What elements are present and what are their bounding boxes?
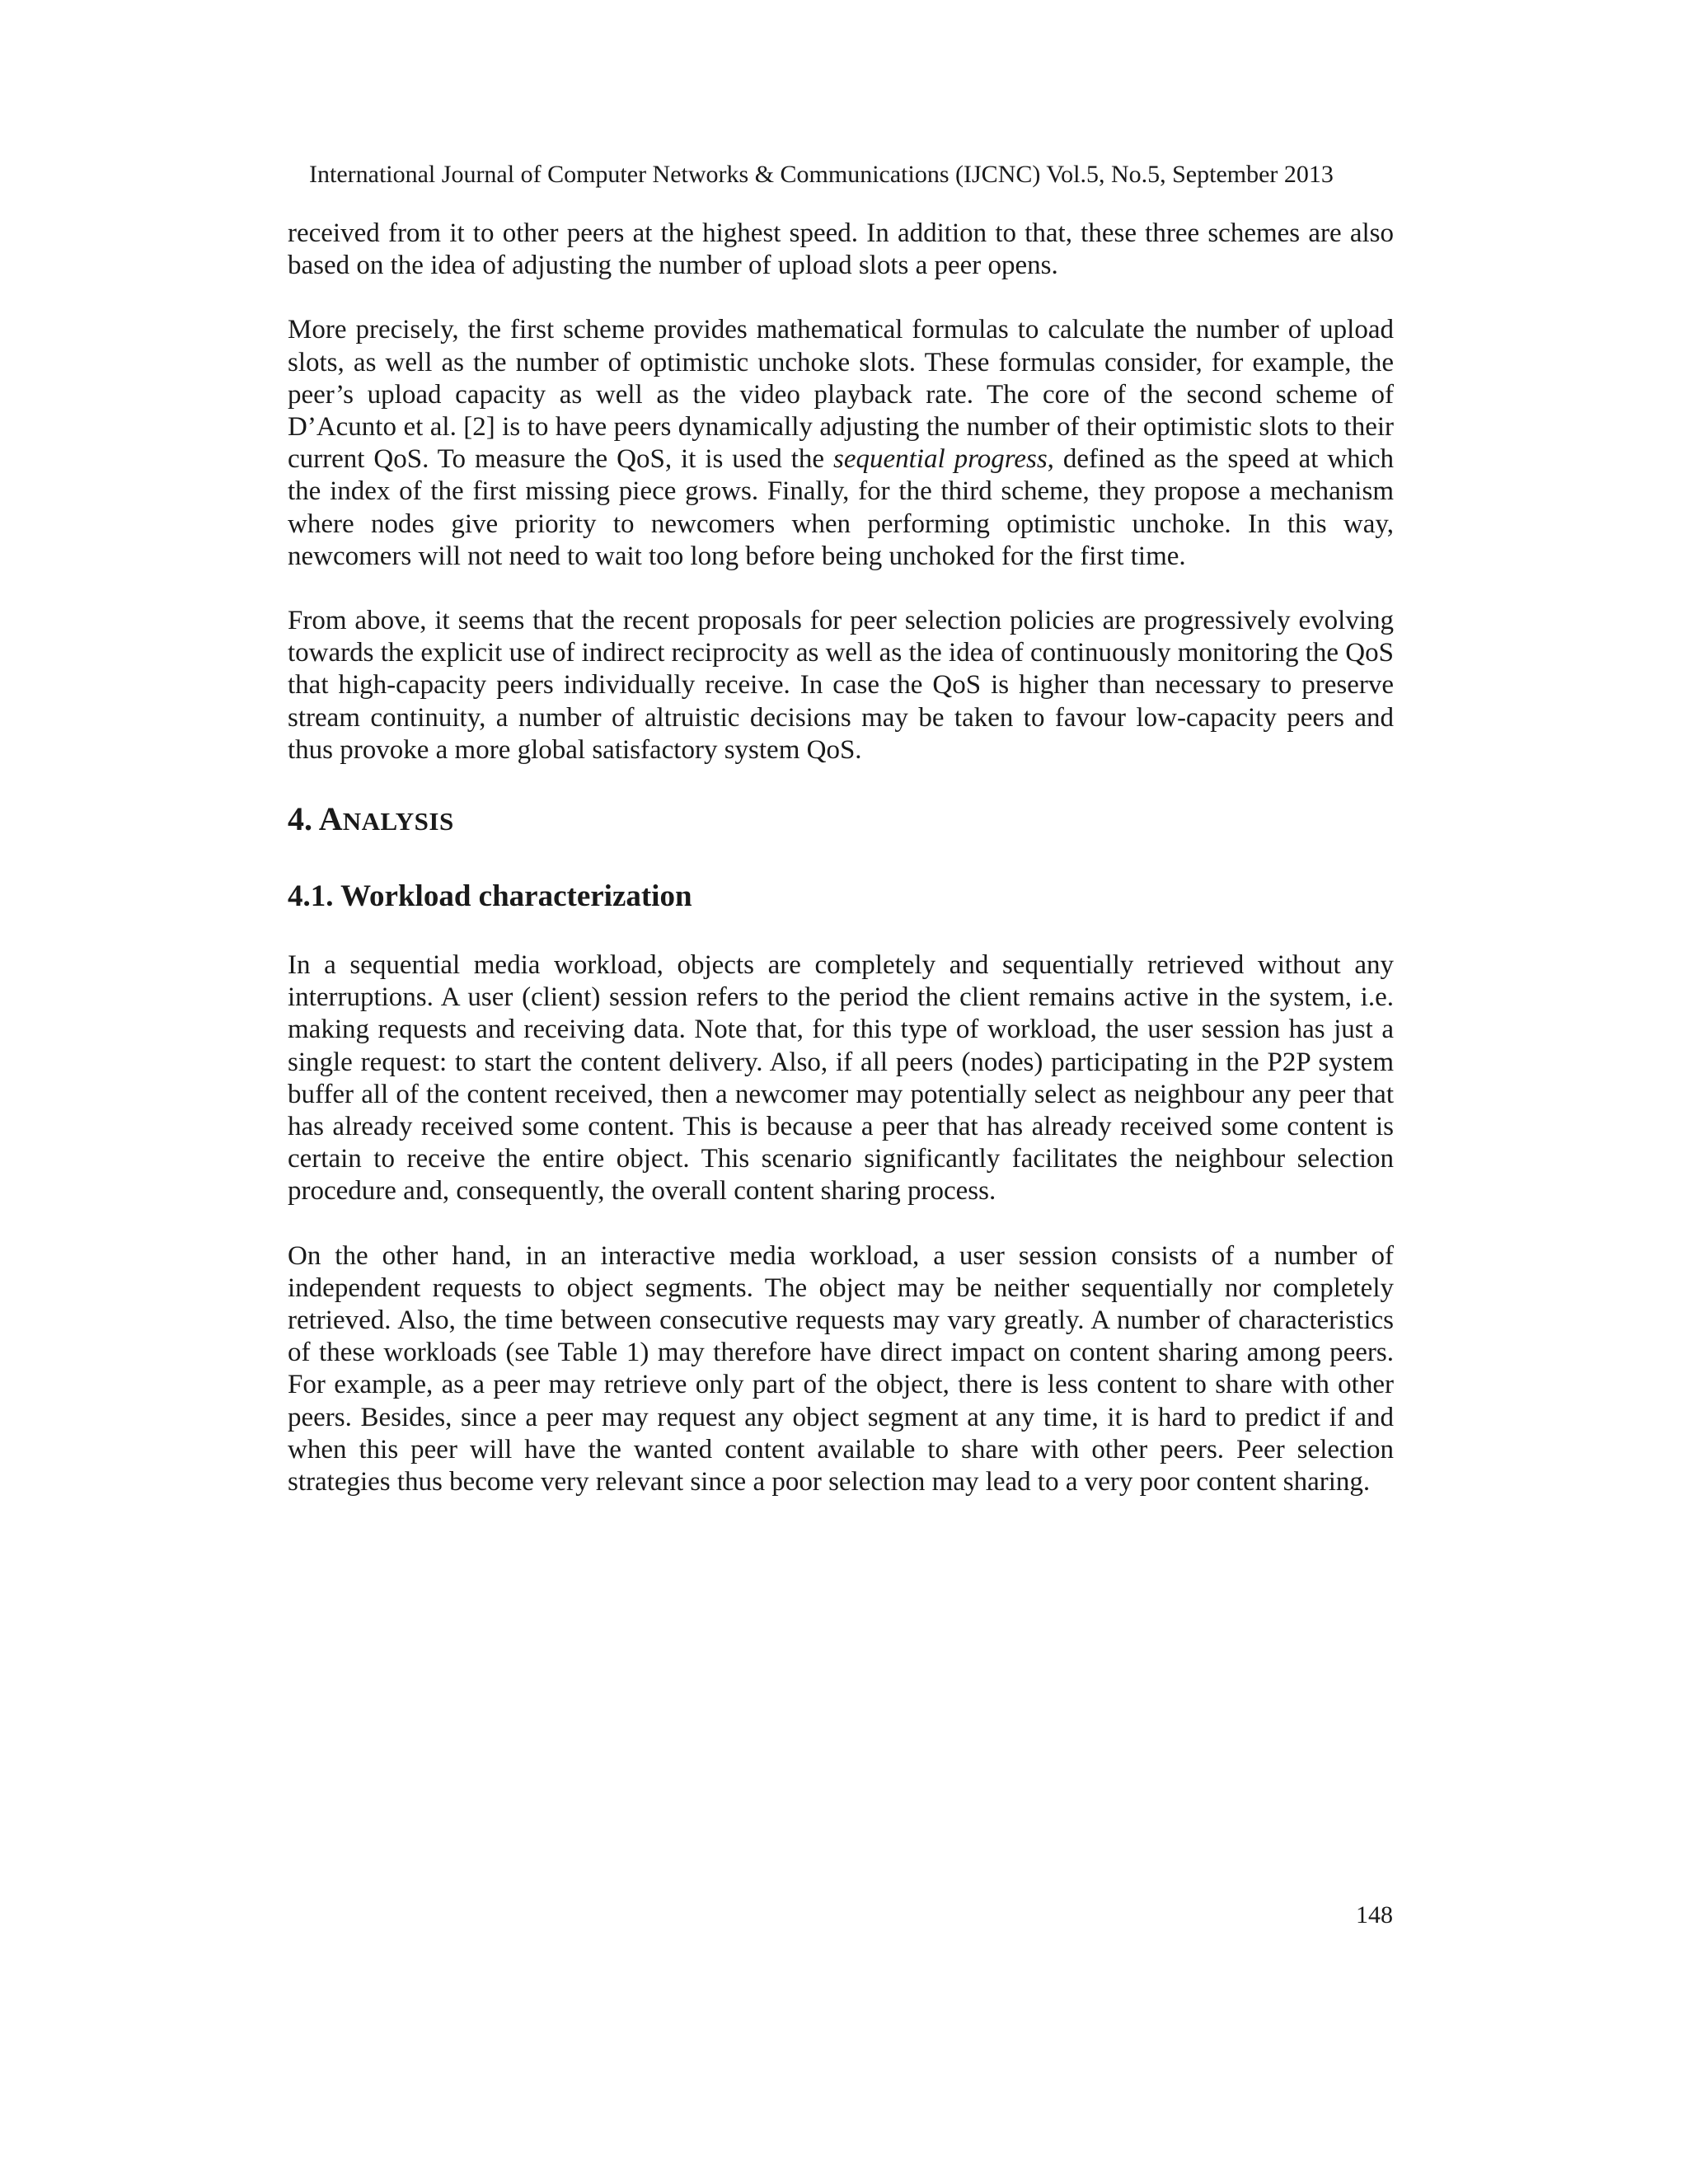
- section-heading-analysis: [288, 799, 1394, 842]
- paragraph-interactive-workload: On the other hand, in an interactive media workload, a user session consists of a number of independent requests to object segments. The object may be neither sequentially nor completely retrieved. Also, the time between consecutive requests may vary greatly. A number of characteristics of these workloads (see Table 1) may therefore have direct impact on content sharing among peers. For example, as a peer may retrieve only part of the object, there is less content to share with other peers. Besides, since a peer may request any object segment at any time, it is hard to predict if and when this peer will have the wanted content available to share with other peers. Peer selection strategies thus become very relevant since a poor selection may lead to a very poor content sharing.: [288, 1240, 1394, 1497]
- paragraph-continuation: received from it to other peers at the highest speed. In addition to that, these three schemes are also based on the idea of adjusting the number of upload slots a peer opens.: [288, 218, 1394, 281]
- paragraph-schemes-part-1: More precisely, the first scheme provides mathematical formulas to calculate the number of upload slots, as well as the number of optimistic unchoke slots. These formulas consider, for example, the peer’s upload capacity as well as the video playback rate. The core of the second scheme of D’Acunto et al. [2] is to have peers dynamically adjusting the number of their optimistic slots to their current QoS. To measure the QoS, it is used the: [288, 315, 1394, 475]
- section-number: 4.: [288, 800, 319, 838]
- paragraph-schemes-part-2: , defined as the speed at which the index of the first missing piece grows. Finally, for the third scheme, they propose a mechanism where nodes give priority to newcomers when performing optimistic unchoke. In this way, newcomers will not need to wait too long before being unchoked for the first time.: [288, 444, 1394, 571]
- body-text: [288, 218, 1394, 1530]
- paragraph-proposals: From above, it seems that the recent proposals for peer selection policies are progressively evolving towards the explicit use of indirect reciprocity as well as the idea of continuously monitoring the QoS that high-capacity peers individually receive. In case the QoS is higher than necessary to preserve stream continuity, a number of altruistic decisions may be taken to favour low-capacity peers and thus provoke a more global satisfactory system QoS.: [288, 606, 1394, 765]
- subsection-heading-workload: 4.1. Workload characterization: [288, 879, 692, 914]
- paragraph-sequential-workload: In a sequential media workload, objects are completely and sequentially retrieved without any interruptions. A user (client) session refers to the period the client remains active in the system, i.e. making requests and receiving data. Note that, for this type of workload, the user session has just a single request: to start the content delivery. Also, if all peers (nodes) participating in the P2P system buffer all of the content received, then a newcomer may potentially select as neighbour any peer that has already received some content. This is because a peer that has already received some content is certain to receive the entire object. This scenario significantly facilitates the neighbour selection procedure and, consequently, the overall content sharing process.: [288, 950, 1394, 1207]
- paragraph-schemes: [288, 314, 1394, 573]
- italic-term-sequential-progress: sequential progress: [833, 444, 1048, 475]
- running-header: International Journal of Computer Networks & Communications (IJCNC) Vol.5, No.5, September 2013: [309, 161, 1334, 188]
- section-title-rest: NALYSIS: [342, 807, 454, 837]
- section-title-initial: A: [318, 800, 343, 838]
- page-number: 148: [1356, 1901, 1393, 1929]
